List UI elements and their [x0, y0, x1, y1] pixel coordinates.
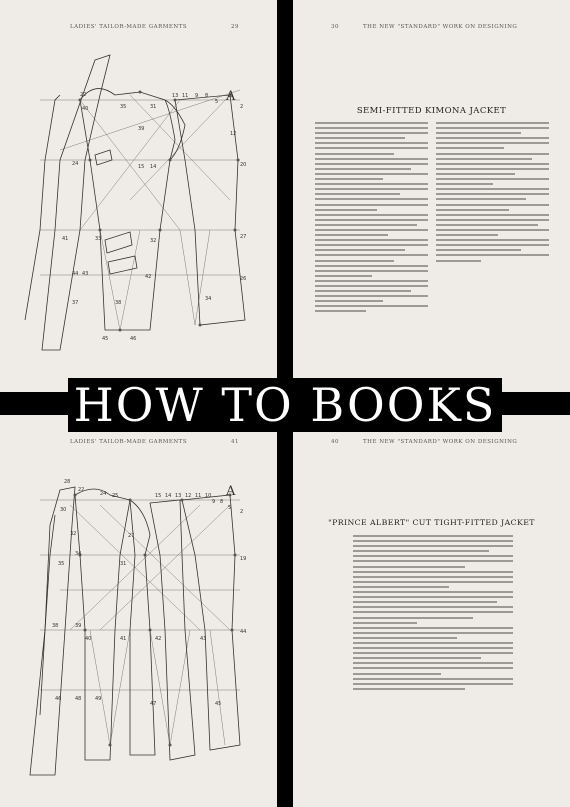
- svg-text:11: 11: [182, 93, 189, 99]
- svg-text:25: 25: [112, 493, 119, 499]
- svg-text:37: 37: [72, 300, 79, 306]
- svg-text:38: 38: [115, 300, 122, 306]
- svg-text:5: 5: [228, 505, 232, 511]
- corner-letter: A: [226, 89, 236, 104]
- svg-text:8: 8: [220, 499, 224, 505]
- svg-text:47: 47: [150, 701, 157, 707]
- pattern-dots: [74, 494, 237, 747]
- svg-text:41: 41: [120, 636, 127, 642]
- page-title: SEMI-FITTED KIMONA JACKET: [356, 106, 507, 116]
- page-number: 41: [231, 439, 239, 445]
- svg-text:13: 13: [172, 93, 179, 99]
- svg-text:43: 43: [200, 636, 207, 642]
- svg-text:49: 49: [95, 696, 102, 702]
- text-column-right: [436, 122, 549, 265]
- page-header: LADIES' TAILOR-MADE GARMENTS: [70, 24, 188, 30]
- svg-text:41: 41: [62, 236, 69, 242]
- jacket-pattern-drawing: [0, 0, 277, 392]
- svg-text:40: 40: [82, 106, 89, 112]
- page-number: 40: [331, 439, 339, 445]
- svg-text:38: 38: [52, 623, 59, 629]
- page-header: THE NEW "STANDARD" WORK ON DESIGNING: [363, 24, 518, 30]
- svg-text:9: 9: [195, 93, 199, 99]
- svg-text:48: 48: [75, 696, 82, 702]
- svg-text:20: 20: [240, 162, 247, 168]
- svg-text:24: 24: [100, 491, 107, 497]
- svg-text:27: 27: [240, 234, 247, 240]
- svg-text:19: 19: [240, 556, 247, 562]
- svg-text:45: 45: [102, 336, 109, 342]
- svg-text:40: 40: [85, 636, 92, 642]
- svg-text:34: 34: [205, 296, 212, 302]
- svg-text:28: 28: [64, 479, 71, 485]
- text-column: [353, 535, 513, 693]
- svg-text:31: 31: [150, 104, 157, 110]
- svg-text:9: 9: [212, 499, 216, 505]
- svg-text:11: 11: [195, 493, 202, 499]
- svg-text:45: 45: [215, 701, 222, 707]
- page-top-right: [293, 0, 570, 392]
- page-title: "PRINCE ALBERT" CUT TIGHT-FITTED JACKET: [328, 518, 535, 527]
- pattern-dots: [79, 91, 240, 332]
- page-header: THE NEW "STANDARD" WORK ON DESIGNING: [363, 439, 518, 445]
- svg-text:39: 39: [75, 623, 82, 629]
- svg-text:2: 2: [240, 509, 244, 515]
- svg-text:26: 26: [240, 276, 247, 282]
- svg-text:2: 2: [240, 104, 244, 110]
- pattern-number-labels: [52, 479, 246, 707]
- page-number: 30: [331, 24, 339, 30]
- svg-text:44: 44: [240, 629, 247, 635]
- text-column-left: [315, 122, 428, 316]
- svg-text:46: 46: [130, 336, 137, 342]
- svg-text:42: 42: [145, 274, 152, 280]
- pattern-outlines: [30, 487, 240, 775]
- svg-text:35: 35: [58, 561, 65, 567]
- pattern-number-labels: [62, 92, 246, 342]
- svg-text:33: 33: [95, 236, 102, 242]
- svg-text:24: 24: [72, 161, 79, 167]
- svg-text:42: 42: [155, 636, 162, 642]
- svg-text:43: 43: [82, 271, 89, 277]
- svg-text:31: 31: [120, 561, 127, 567]
- page-top-left: [0, 0, 277, 392]
- svg-text:12: 12: [185, 493, 192, 499]
- svg-text:15: 15: [138, 164, 145, 170]
- svg-text:22: 22: [78, 487, 85, 493]
- svg-text:39: 39: [138, 126, 145, 132]
- page-bottom-left: [0, 415, 277, 807]
- svg-text:35: 35: [120, 104, 127, 110]
- svg-text:32: 32: [150, 238, 157, 244]
- svg-text:14: 14: [150, 164, 157, 170]
- svg-text:30: 30: [60, 507, 67, 513]
- svg-text:46: 46: [55, 696, 62, 702]
- banner-text: HOW TO BOOKS: [68, 378, 503, 432]
- svg-text:12: 12: [230, 131, 237, 137]
- svg-text:14: 14: [165, 493, 172, 499]
- svg-text:10: 10: [205, 493, 212, 499]
- svg-text:34: 34: [75, 551, 82, 557]
- svg-text:13: 13: [175, 493, 182, 499]
- jacket-pattern-drawing: [0, 415, 277, 807]
- page-header: LADIES' TAILOR-MADE GARMENTS: [70, 439, 188, 445]
- svg-text:32: 32: [70, 531, 77, 537]
- svg-text:8: 8: [205, 93, 209, 99]
- svg-text:15: 15: [155, 493, 162, 499]
- svg-text:44: 44: [72, 271, 79, 277]
- svg-text:22: 22: [80, 92, 87, 98]
- page-bottom-right: [293, 415, 570, 807]
- svg-text:5: 5: [215, 99, 219, 105]
- how-to-books-banner: [0, 380, 570, 430]
- page-number: 29: [231, 24, 239, 30]
- corner-letter: A: [226, 484, 236, 499]
- svg-text:27: 27: [128, 533, 135, 539]
